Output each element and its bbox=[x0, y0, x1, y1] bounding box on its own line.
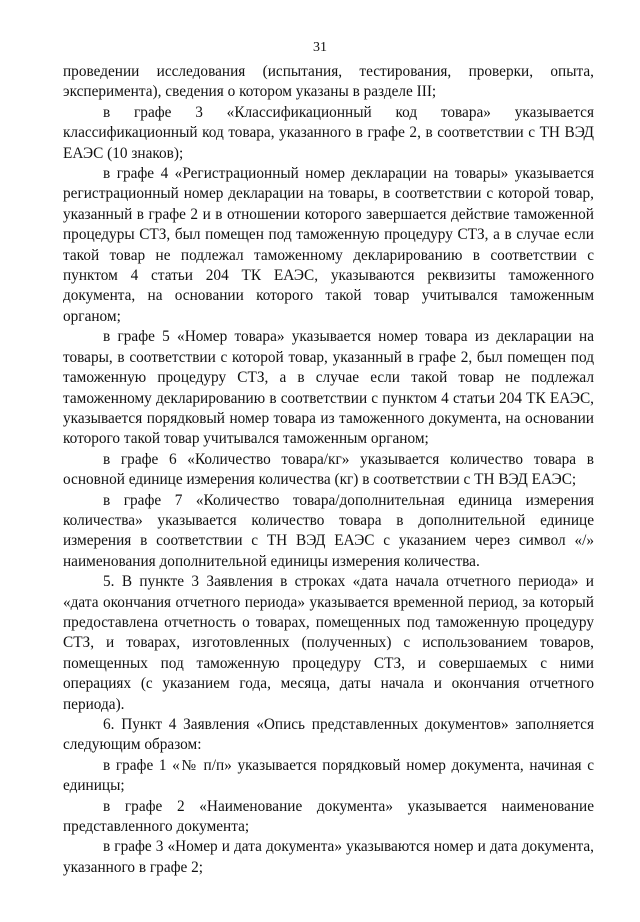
paragraph-2: в графе 3 «Классификационный код товара» указывается классификационный код товара, указанного в графе 2, в соответствии с ТН ВЭД ЕАЭС (10 знаков); bbox=[63, 103, 594, 162]
paragraph-1: проведении исследования (испытания, тестирования, проверки, опыта, эксперимента), сведения о котором указаны в разделе III; bbox=[63, 63, 594, 101]
paragraph-5: в графе 6 «Количество товара/кг» указывается количество товара в основной единице измерения количества (кг) в соответствии с ТН ВЭД ЕАЭС; bbox=[63, 450, 594, 489]
document-body bbox=[63, 62, 594, 878]
paragraph-9: в графе 1 «№ п/п» указывается порядковый номер документа, начиная с единицы; bbox=[63, 756, 594, 795]
paragraph-3: в графе 4 «Регистрационный номер декларации на товары» указывается регистрационный номер декларации на товары, в соответствии с которой товар, указанный в графе 2 и в отношении которого завершается действие таможенной процедуры СТЗ, был помещен под таможенную процедуру СТЗ, а в случае если такой товар не подлежал таможенному декларированию в соответствии с пунктом 4 статьи 204 ТК ЕАЭС, указываются реквизиты таможенного документа, на основании которого такой товар учитывался таможенным органом; bbox=[63, 165, 594, 325]
paragraph-8: 6. Пункт 4 Заявления «Опись представленных документов» заполняется следующим образом: bbox=[63, 716, 594, 754]
paragraph-4: в графе 5 «Номер товара» указывается номер товара из декларации на товары, в соответствии с которой товар, указанный в графе 2, был помещен под таможенную процедуру СТЗ, а в случае если такой товар не подлежал таможенному декларированию в соответствии с пунктом 4 статьи 204 ТК ЕАЭС, указывается порядковый номер товара из таможенного документа, на основании которого такой товар учитывался таможенным органом; bbox=[63, 328, 594, 448]
paragraph-6: в графе 7 «Количество товара/дополнительная единица измерения количества» указывается количество товара в дополнительной единице измерения в соответствии с ТН ВЭД ЕАЭС с указанием через символ «/» наименования дополнительной единицы измерения количества. bbox=[63, 491, 594, 570]
page-number: 31 bbox=[313, 40, 327, 55]
paragraph-11: в графе 3 «Номер и дата документа» указываются номер и дата документа, указанного в графе 2; bbox=[63, 838, 594, 876]
paragraph-7: 5. В пункте 3 Заявления в строках «дата начала отчетного периода» и «дата окончания отчетного периода» указывается временной период, за который предоставлена отчетность о товарах, помещенных под таможенную процедуру СТЗ, и товарах, изготовленных (полученных) с использованием товаров, помещенных под таможенную процедуру СТЗ, и совершаемых с ними операциях (с указанием года, месяца, даты начала и окончания отчетного периода). bbox=[63, 573, 594, 713]
paragraph-10: в графе 2 «Наименование документа» указывается наименование представленного документа; bbox=[63, 797, 594, 836]
